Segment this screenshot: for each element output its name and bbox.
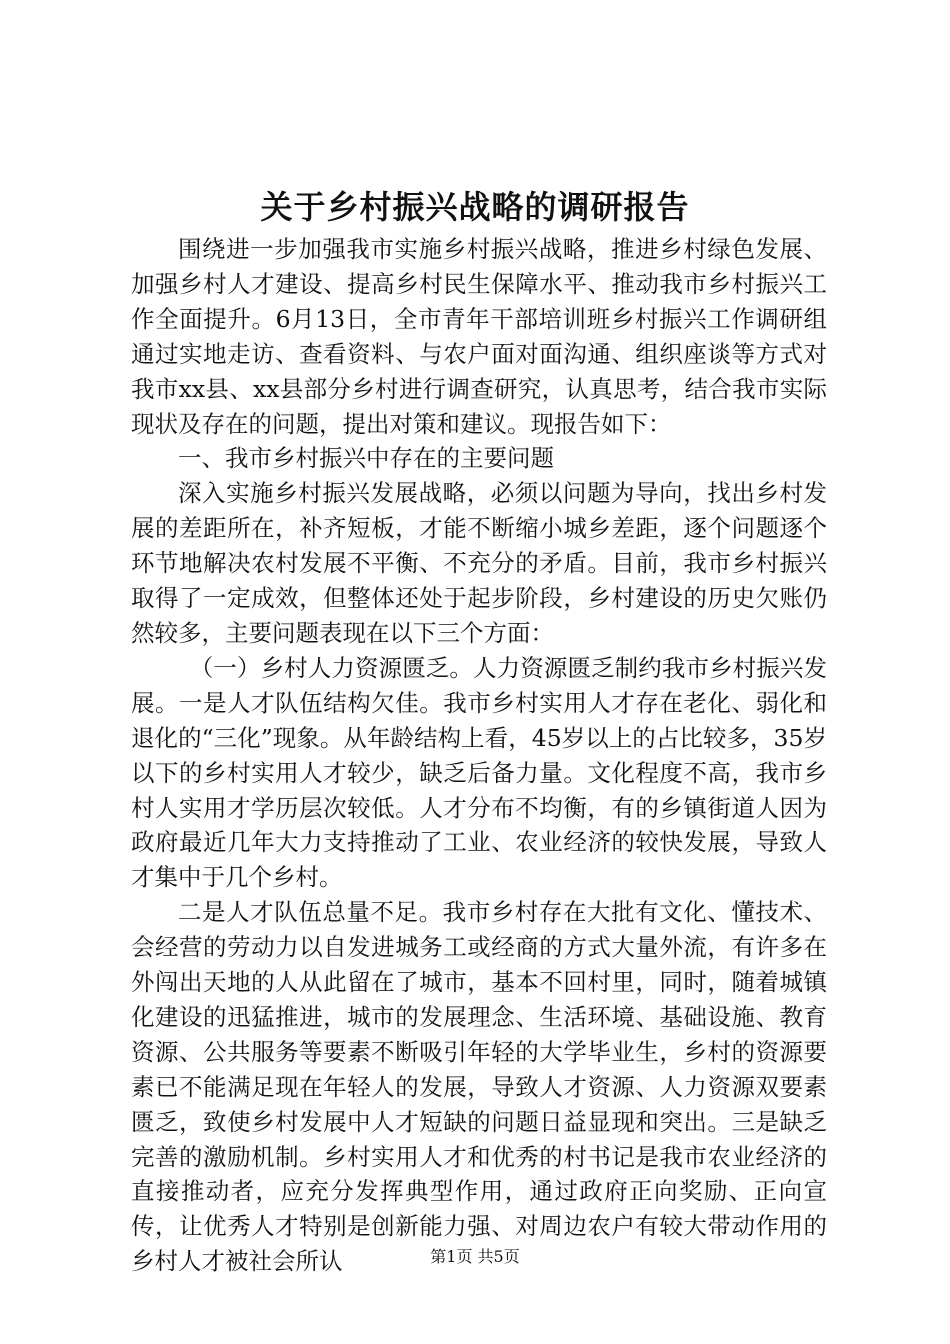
body-paragraph: 二是人才队伍总量不足。我市乡村存在大批有文化、懂技术、会经营的劳动力以自发进城务工或经商的方式大量外流，有许多在外闯出天地的人从此留在了城市，基本不回村里，同时，随着城镇化建设的迅猛推进，城市的发展理念、生活环境、基础设施、教育资源、公共服务等要素不断吸引年轻的大学毕业生，乡村的资源要素已不能满足现在年轻人的发展，导致人才资源、人力资源双要素匮乏，致使乡村发展中人才短缺的问题日益显现和突出。三是缺乏完善的激励机制。乡村实用人才和优秀的村书记是我市农业经济的直接推动者，应充分发挥典型作用，通过政府正向奖励、正向宣传，让优秀人才特别是创新能力强、对周边农户有较大带动作用的乡村人才被社会所认 <box>131 898 827 1276</box>
section-paragraph: 深入实施乡村振兴发展战略，必须以问题为导向，找出乡村发展的差距所在，补齐短板，才能不断缩小城乡差距，逐个问题逐个环节地解决农村发展不平衡、不充分的矛盾。目前，我市乡村振兴取得了一定成效，但整体还处于起步阶段，乡村建设的历史欠账仍然较多，主要问题表现在以下三个方面： <box>131 479 827 647</box>
intro-paragraph: 围绕进一步加强我市实施乡村振兴战略，推进乡村绿色发展、加强乡村人才建设、提高乡村民生保障水平、推动我市乡村振兴工作全面提升。6月13日，全市青年干部培训班乡村振兴工作调研组通过实地走访、查看资料、与农户面对面沟通、组织座谈等方式对我市xx县、xx县部分乡村进行调查研究，认真思考，结合我市实际现状及存在的问题，提出对策和建议。现报告如下： <box>131 235 827 438</box>
page-number: 第1页 共5页 <box>430 1247 520 1266</box>
document-title: 关于乡村振兴战略的调研报告 <box>260 188 690 226</box>
subsection-paragraph: （一）乡村人力资源匮乏。人力资源匮乏制约我市乡村振兴发展。一是人才队伍结构欠佳。我市乡村实用人才存在老化、弱化和退化的“三化”现象。从年龄结构上看，45岁以上的占比较多，35岁以下的乡村实用人才较少，缺乏后备力量。文化程度不高，我市乡村人实用才学历层次较低。人才分布不均衡，有的乡镇街道人因为政府最近几年大力支持推动了工业、农业经济的较快发展，导致人才集中于几个乡村。 <box>131 653 827 892</box>
section-heading: 一、我市乡村振兴中存在的主要问题 <box>178 444 554 473</box>
document-body <box>131 232 827 1279</box>
